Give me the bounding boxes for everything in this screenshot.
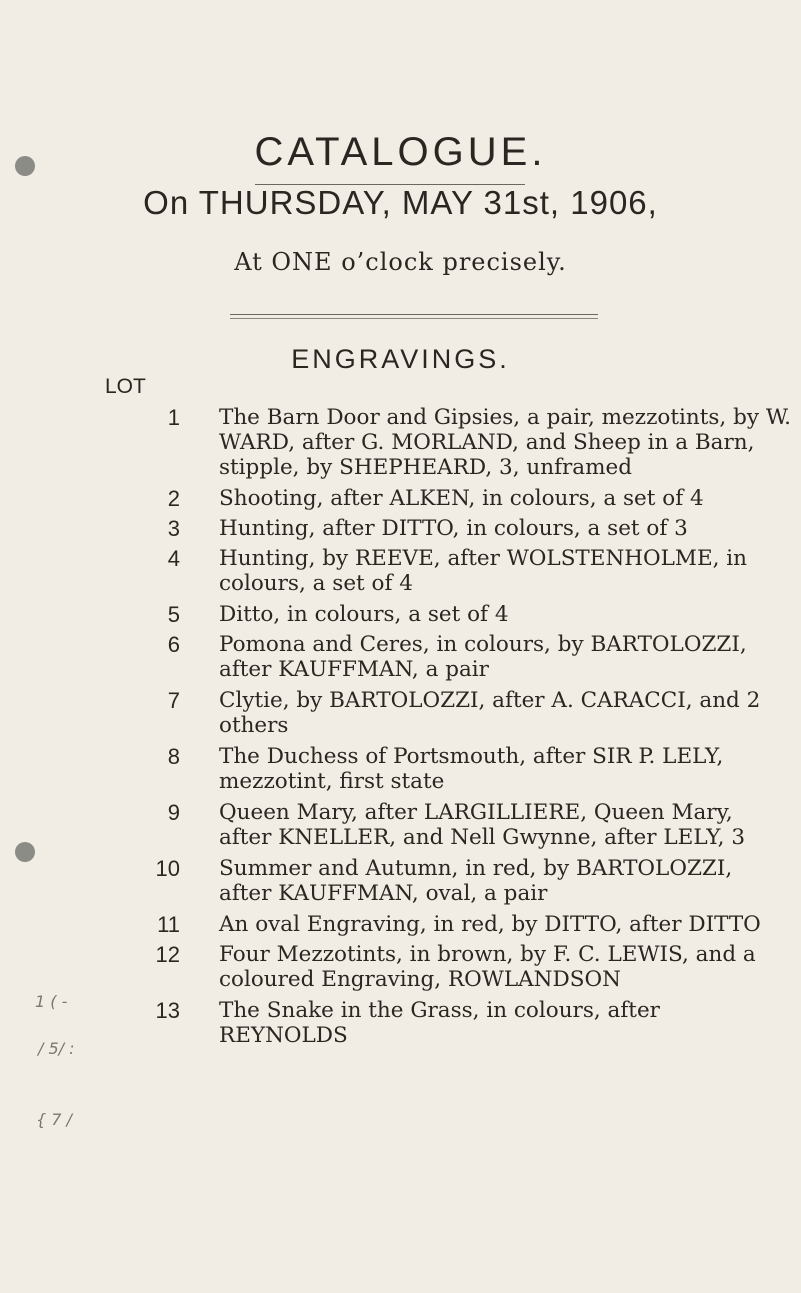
lot-item	[0, 546, 801, 596]
lot-item	[0, 688, 801, 738]
lot-number: 6	[167, 632, 180, 657]
lot-item	[0, 405, 801, 480]
lot-number: 8	[167, 744, 180, 769]
lot-number: 12	[155, 942, 180, 967]
lot-item	[0, 516, 801, 541]
lot-description: Hunting, after DITTO, in colours, a set of 3	[219, 516, 688, 541]
lot-description: Four Mezzotints, in brown, by F. C. LEWIS, and a coloured Engraving, ROWLANDSON	[219, 942, 756, 992]
margin-note-11: / 5/ :	[38, 1039, 75, 1058]
lot-description: An oval Engraving, in red, by DITTO, after DITTO	[219, 912, 761, 937]
lot-number: 10	[155, 856, 180, 881]
margin-note-13: { 7 /	[36, 1110, 72, 1129]
lot-item	[0, 602, 801, 627]
lot-item	[0, 912, 801, 937]
lot-description: Shooting, after ALKEN, in colours, a set of 4	[219, 486, 704, 511]
lot-column-label: LOT	[105, 375, 146, 398]
lot-number: 1	[167, 405, 180, 430]
lot-number: 4	[167, 546, 180, 571]
lot-number: 7	[167, 688, 180, 713]
lot-number: 3	[167, 516, 180, 541]
lot-description: The Duchess of Portsmouth, after SIR P. LELY, mezzotint, first state	[219, 744, 724, 794]
catalogue-title: CATALOGUE.	[254, 130, 547, 174]
lot-number: 2	[167, 486, 180, 511]
lot-list	[0, 405, 801, 1048]
lot-item	[0, 632, 801, 682]
lot-description: Clytie, by BARTOLOZZI, after A. CARACCI, and 2 others	[219, 688, 761, 738]
lot-number: 13	[155, 998, 180, 1023]
lot-number: 11	[157, 912, 180, 937]
lot-item	[0, 744, 801, 794]
margin-note-10: 1 ( -	[35, 992, 68, 1011]
lot-description: Hunting, by REEVE, after WOLSTENHOLME, in colours, a set of 4	[219, 546, 748, 596]
lot-number: 9	[167, 800, 180, 825]
lot-description: Ditto, in colours, a set of 4	[219, 602, 509, 627]
lot-description: Summer and Autumn, in red, by BARTOLOZZI, after KAUFFMAN, oval, a pair	[219, 856, 733, 906]
header-rule	[230, 314, 598, 315]
lot-description: Pomona and Ceres, in colours, by BARTOLOZZI, after KAUFFMAN, a pair	[219, 632, 747, 682]
lot-description: Queen Mary, after LARGILLIERE, Queen Mary, after KNELLER, and Nell Gwynne, after LELY, 3	[219, 800, 746, 850]
sale-date: On THURSDAY, MAY 31st, 1906,	[143, 184, 658, 221]
lot-item	[0, 998, 801, 1048]
lot-item	[0, 856, 801, 906]
lot-item	[0, 486, 801, 511]
lot-item	[0, 800, 801, 850]
lot-description: The Snake in the Grass, in colours, after REYNOLDS	[219, 998, 660, 1048]
section-heading: ENGRAVINGS.	[291, 344, 510, 374]
lot-item	[0, 942, 801, 992]
lot-description: The Barn Door and Gipsies, a pair, mezzotints, by W. WARD, after G. MORLAND, and Sheep in a Barn, stipple, by SHEPHEARD, 3, unframed	[219, 405, 791, 480]
sale-time: At ONE o’clock precisely.	[234, 248, 567, 276]
lot-number: 5	[167, 602, 180, 627]
header-rule-thin	[230, 318, 598, 319]
